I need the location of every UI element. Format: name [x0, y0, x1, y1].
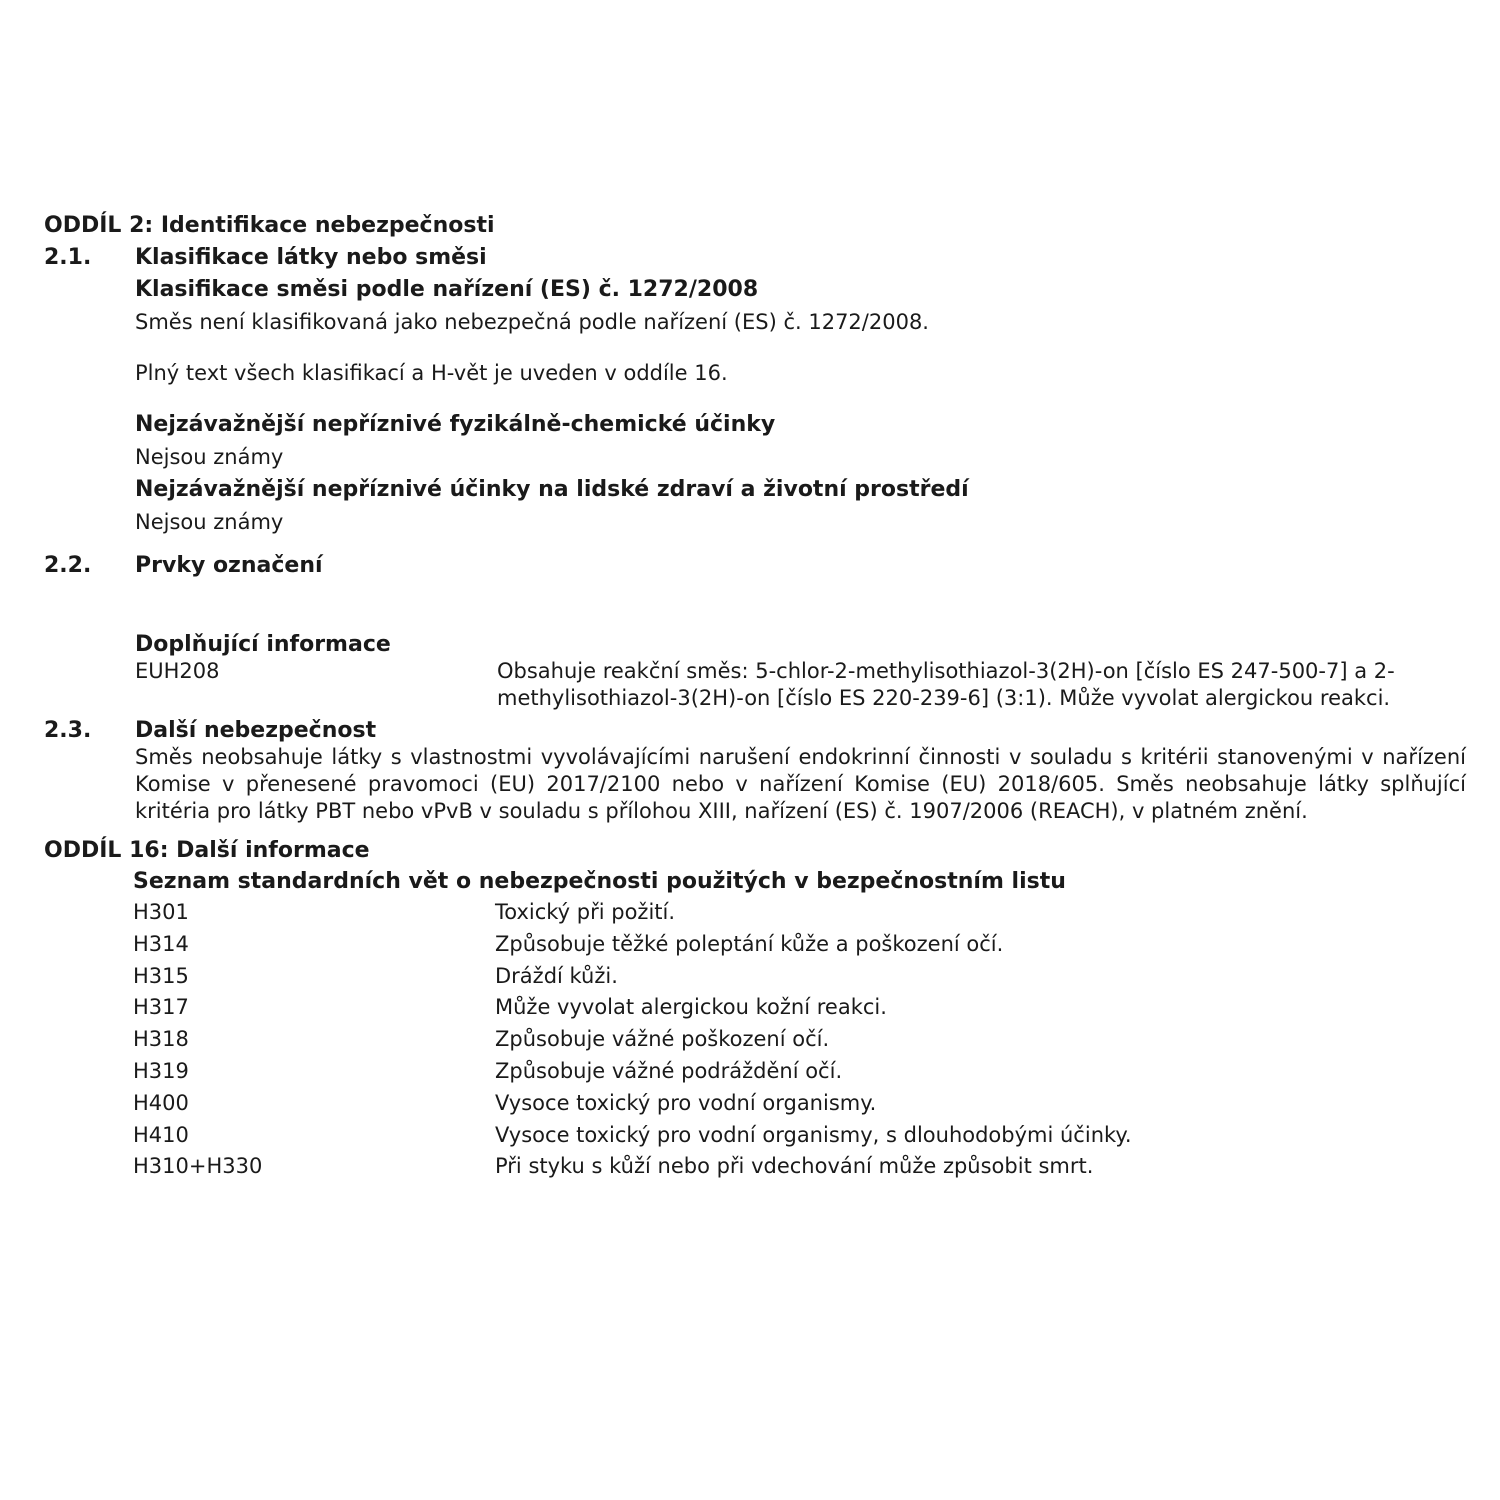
- hazard-statements-heading: Seznam standardních vět o nebezpečnosti použitých v bezpečnostním listu: [133, 869, 1066, 894]
- subsection-2-3: [44, 717, 1466, 744]
- list-item: [133, 1024, 1466, 1056]
- hazard-code: H317: [133, 995, 189, 1020]
- safety-data-sheet: [44, 212, 1466, 1183]
- hazard-code: H318: [133, 1027, 189, 1052]
- hazard-text: Může vyvolat alergickou kožní reakci.: [495, 995, 887, 1020]
- euh-code: EUH208: [135, 659, 220, 683]
- hazard-code: H314: [133, 931, 189, 956]
- hazard-statements-list: [133, 897, 1466, 1183]
- physchem-effects-heading: Nejzávažnější nepříznivé fyzikálně-chemické účinky: [135, 412, 776, 437]
- list-item: [133, 1151, 1466, 1183]
- list-item: [133, 961, 1466, 993]
- list-item: [133, 929, 1466, 961]
- subsection-number: 2.3.: [44, 718, 92, 743]
- hazard-text: Vysoce toxický pro vodní organismy, s dlouhodobými účinky.: [495, 1122, 1132, 1147]
- health-effects-text: Nejsou známy: [135, 510, 284, 534]
- list-item: [133, 897, 1466, 929]
- hazard-text: Při styku s kůží nebo při vdechování může způsobit smrt.: [495, 1154, 1094, 1179]
- subsection-title: Další nebezpečnost: [135, 718, 377, 743]
- health-effects-heading: Nejzávažnější nepříznivé účinky na lidské zdraví a životní prostředí: [135, 477, 969, 502]
- full-text-note: Plný text všech klasifikací a H-vět je uveden v oddíle 16.: [135, 361, 728, 385]
- hazard-text: Způsobuje vážné podráždění očí.: [495, 1058, 843, 1083]
- other-hazards-text: Směs neobsahuje látky s vlastnostmi vyvolávajícími narušení endokrinní činnosti v souladu s kritérii stanovenými v nařízení Komise v přenesené pravomoci (EU) 2017/2100 nebo v nařízení Komise (EU) 2018/605. Směs neobsahuje látky splňující kritéria pro látky PBT nebo vPvB v souladu s přílohou XIII, nařízení (ES) č. 1907/2006 (REACH), v platném znění.: [135, 745, 1466, 823]
- subsection-title: Klasifikace látky nebo směsi: [135, 245, 487, 270]
- hazard-code: H400: [133, 1090, 189, 1115]
- subsection-2-1: [44, 244, 1466, 271]
- classification-text: Směs není klasifikovaná jako nebezpečná podle nařízení (ES) č. 1272/2008.: [135, 310, 929, 334]
- hazard-code: H315: [133, 963, 189, 988]
- list-item: [133, 992, 1466, 1024]
- subsection-2-2: [44, 552, 1466, 579]
- physchem-effects-text: Nejsou známy: [135, 445, 284, 469]
- hazard-code: H319: [133, 1058, 189, 1083]
- list-item: [133, 1120, 1466, 1152]
- hazard-code: H301: [133, 900, 189, 924]
- list-item: [133, 1088, 1466, 1120]
- euh-statement-row: [135, 658, 1466, 712]
- hazard-code: H310+H330: [133, 1154, 263, 1179]
- subsection-number: 2.1.: [44, 245, 92, 270]
- hazard-code: H410: [133, 1122, 189, 1147]
- supplementary-info-heading: Doplňující informace: [135, 632, 391, 657]
- hazard-text: Způsobuje těžké poleptání kůže a poškození očí.: [495, 931, 1004, 956]
- hazard-text: Toxický při požití.: [495, 900, 676, 924]
- section-2-heading: ODDÍL 2: Identifikace nebezpečnosti: [44, 213, 495, 238]
- subsection-title: Prvky označení: [135, 553, 323, 578]
- euh-text: Obsahuje reakční směs: 5-chlor-2-methylisothiazol-3(2H)-on [číslo ES 247-500-7] a 2-methylisothiazol-3(2H)-on [číslo ES 220-239-6] (3:1). Může vyvolat alergickou reakci.: [497, 659, 1395, 710]
- hazard-text: Dráždí kůži.: [495, 963, 618, 988]
- section-16-heading: ODDÍL 16: Další informace: [44, 838, 370, 863]
- subsection-number: 2.2.: [44, 553, 92, 578]
- hazard-text: Vysoce toxický pro vodní organismy.: [495, 1090, 877, 1115]
- classification-heading: Klasifikace směsi podle nařízení (ES) č. 1272/2008: [135, 277, 759, 302]
- list-item: [133, 1056, 1466, 1088]
- hazard-text: Způsobuje vážné poškození očí.: [495, 1027, 830, 1052]
